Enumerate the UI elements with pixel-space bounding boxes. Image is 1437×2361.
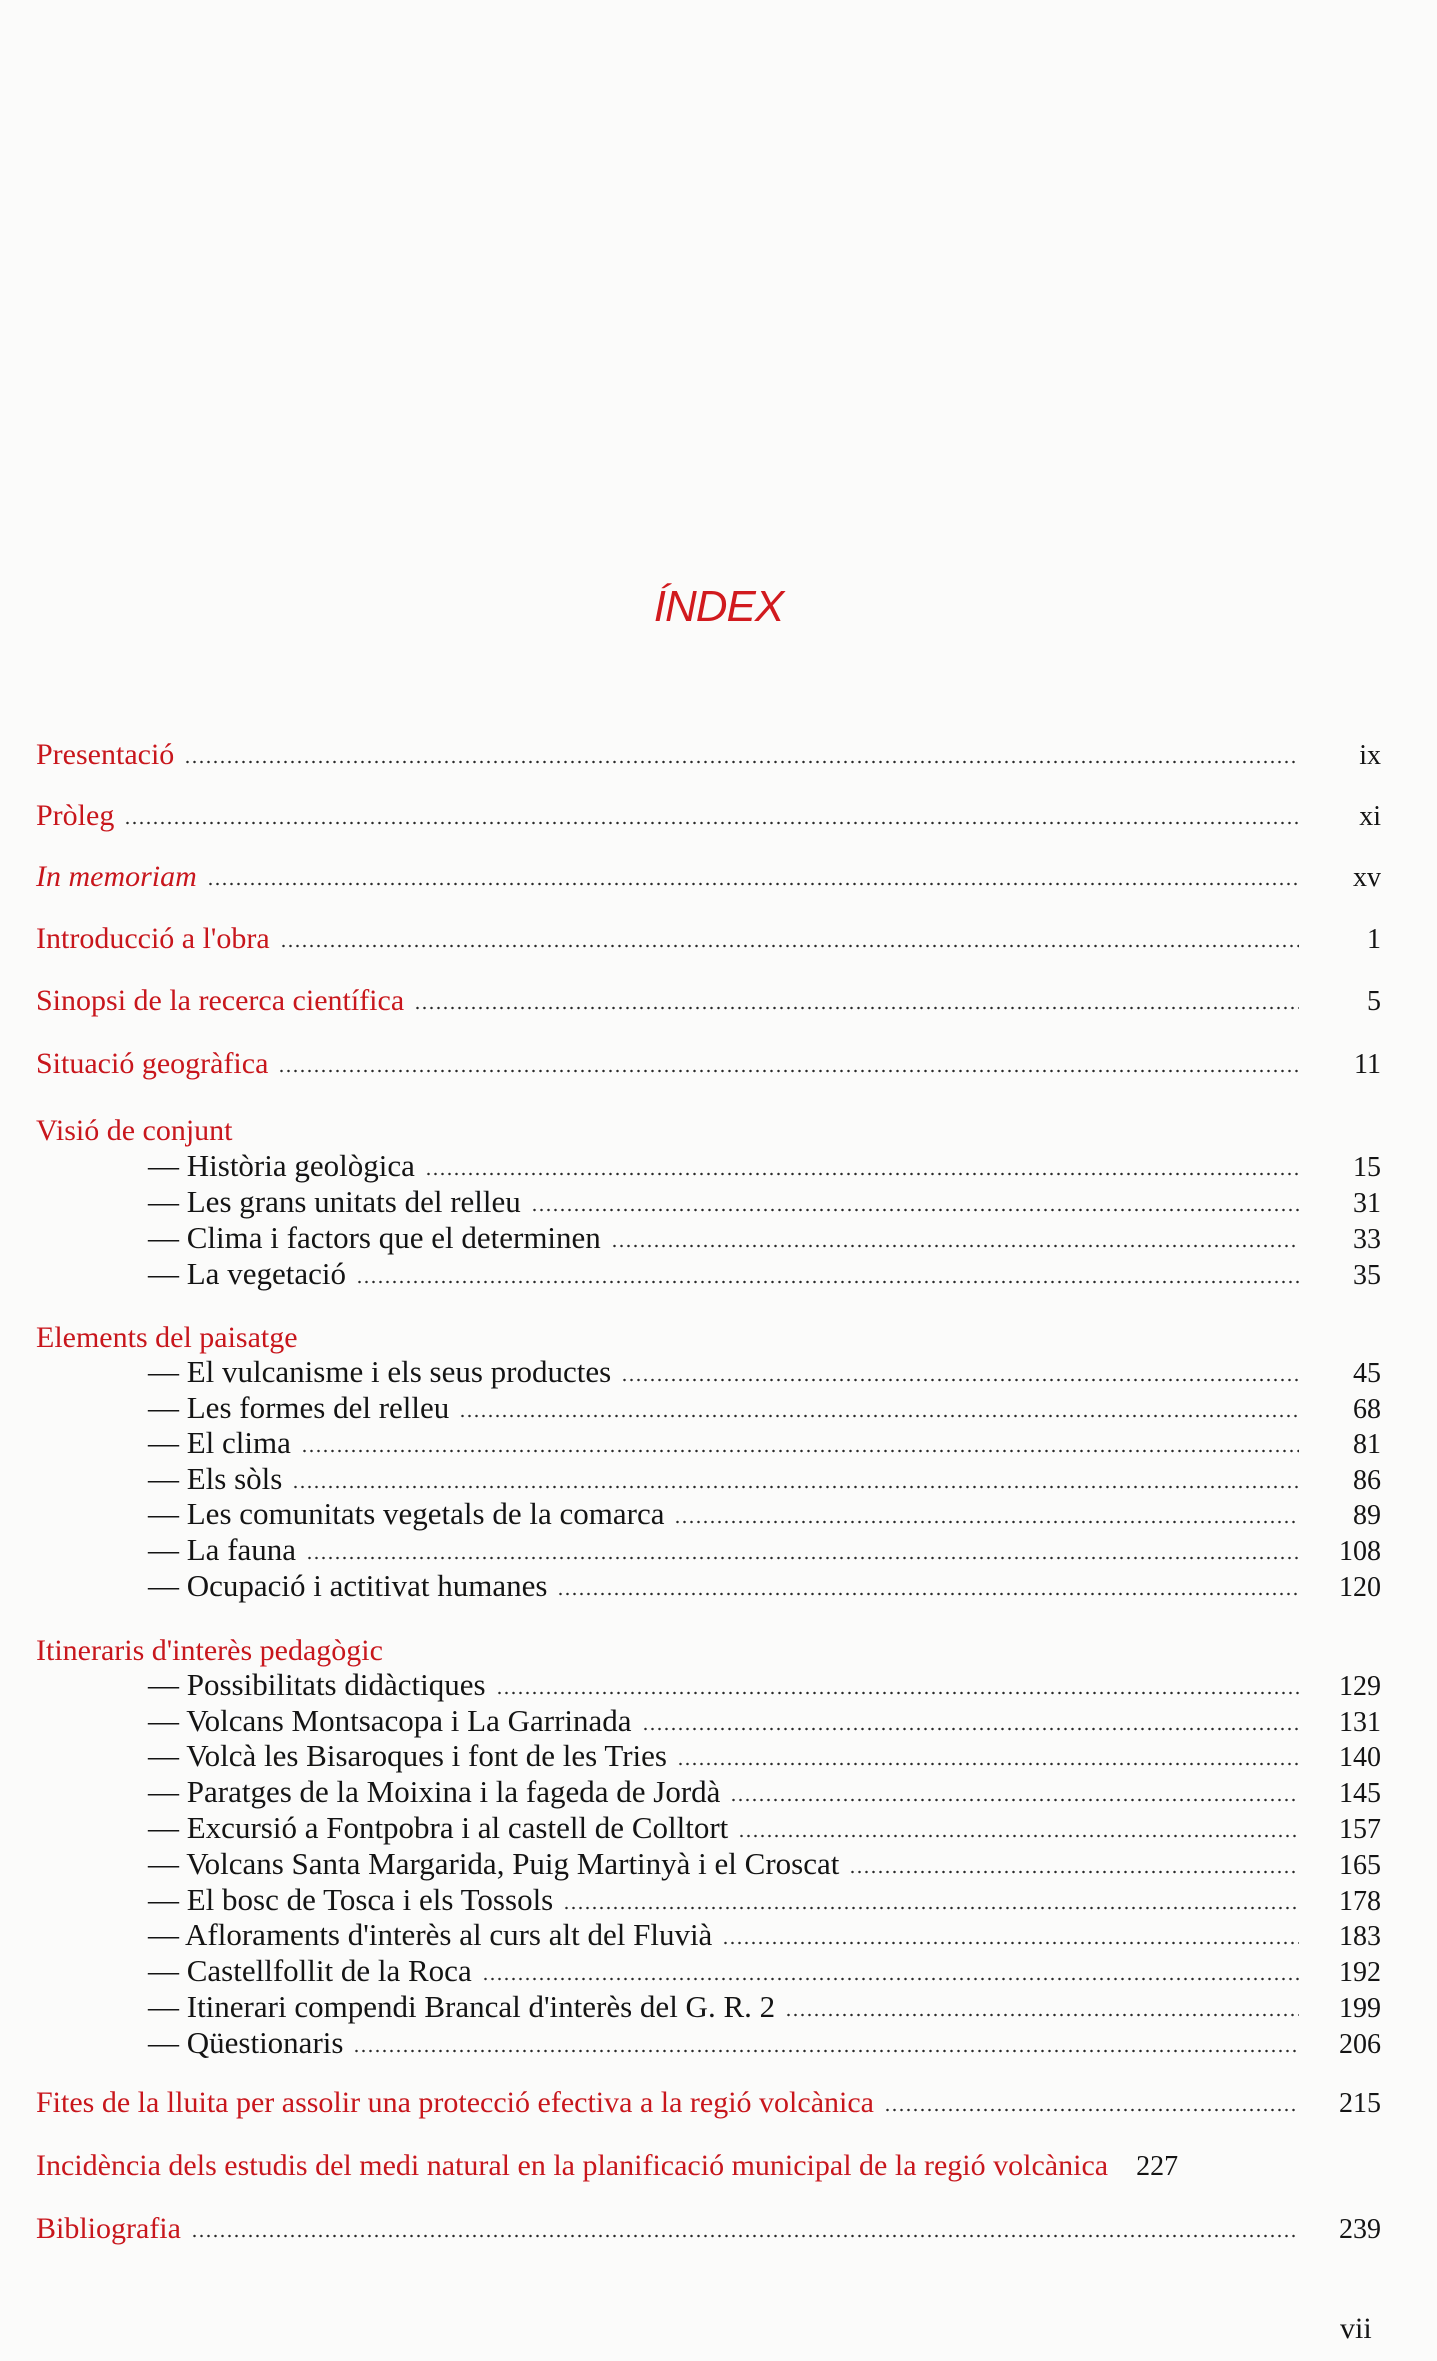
dot-leader xyxy=(642,1727,1299,1731)
toc-entry-sinopsi[interactable] xyxy=(36,978,1381,1018)
toc-label: — Ocupació i actitivat humanes xyxy=(148,1568,548,1603)
toc-page: 68 xyxy=(1353,1394,1381,1425)
dot-leader xyxy=(184,760,1299,764)
toc-page: 89 xyxy=(1353,1500,1381,1531)
toc-label: — Volcans Santa Margarida, Puig Martinyà i el Croscat xyxy=(148,1846,840,1881)
toc-label: — Clima i factors que el determinen xyxy=(148,1220,601,1255)
toc-page: 227 xyxy=(1136,2151,1179,2182)
toc-label: — Història geològica xyxy=(148,1148,415,1183)
toc-section-heading-elements[interactable] xyxy=(36,1315,1381,1355)
toc-subentry[interactable] xyxy=(36,1252,1381,1292)
toc-section-label: Itineraris d'interès pedagògic xyxy=(36,1634,383,1667)
toc-entry-proleg[interactable] xyxy=(36,793,1381,833)
dot-leader xyxy=(674,1520,1299,1524)
toc-subentry[interactable] xyxy=(36,1144,1381,1184)
toc-label: — Volcans Montsacopa i La Garrinada xyxy=(148,1703,632,1738)
toc-label: — El clima xyxy=(148,1425,291,1460)
dot-leader xyxy=(730,1798,1299,1802)
toc-entry-incidencia[interactable] xyxy=(36,2143,1381,2183)
toc-section-heading-visio[interactable] xyxy=(36,1108,1381,1148)
toc-page: 15 xyxy=(1353,1152,1381,1183)
toc-label: — Volcà les Bisaroques i font de les Tries xyxy=(148,1738,667,1773)
toc-page: 45 xyxy=(1353,1358,1381,1389)
toc-subentry[interactable] xyxy=(36,1492,1381,1532)
toc-label: Bibliografia xyxy=(36,2212,181,2245)
toc-page: 11 xyxy=(1354,1049,1381,1080)
toc-subentry[interactable] xyxy=(36,1528,1381,1568)
toc-label: — Possibilitats didàctiques xyxy=(148,1667,486,1702)
toc-subentry[interactable] xyxy=(36,1985,1381,2025)
page-number: vii xyxy=(1340,2312,1372,2345)
toc-entry-presentacio[interactable] xyxy=(36,732,1381,772)
dot-leader xyxy=(884,2108,1299,2112)
toc-subentry[interactable] xyxy=(36,1734,1381,1774)
dot-leader xyxy=(677,1762,1299,1766)
dot-leader xyxy=(280,944,1299,948)
toc-page: 108 xyxy=(1339,1536,1381,1567)
toc-subentry[interactable] xyxy=(36,1913,1381,1953)
toc-entry-bibliografia[interactable] xyxy=(36,2206,1381,2246)
dot-leader xyxy=(611,1244,1299,1248)
toc-section-label: Elements del paisatge xyxy=(36,1321,298,1354)
toc-label: — El vulcanisme i els seus productes xyxy=(148,1354,612,1389)
toc-subentry[interactable] xyxy=(36,1806,1381,1846)
toc-page: 5 xyxy=(1367,986,1381,1017)
dot-leader xyxy=(722,1941,1299,1945)
toc-label: — Itinerari compendi Brancal d'interès del G. R. 2 xyxy=(148,1989,776,2024)
dot-leader xyxy=(425,1172,1299,1176)
page-title: ÍNDEX xyxy=(653,582,784,631)
toc-subentry[interactable] xyxy=(36,1386,1381,1426)
toc-page: 145 xyxy=(1339,1778,1381,1809)
toc-section-label: Visió de conjunt xyxy=(36,1114,233,1147)
dot-leader xyxy=(278,1069,1299,1073)
toc-label: — Afloraments d'interès al curs alt del Fluvià xyxy=(148,1917,713,1952)
toc-label: Pròleg xyxy=(36,799,115,832)
toc-subentry[interactable] xyxy=(36,1878,1381,1918)
toc-subentry[interactable] xyxy=(36,1216,1381,1256)
toc-page: xv xyxy=(1353,862,1381,893)
dot-leader xyxy=(414,1006,1299,1010)
toc-label: — Paratges de la Moixina i la fageda de Jordà xyxy=(148,1774,721,1809)
toc-label: — El bosc de Tosca i els Tossols xyxy=(148,1882,554,1917)
toc-label: — La fauna xyxy=(148,1532,297,1567)
toc-page: 206 xyxy=(1339,2029,1381,2060)
toc-subentry[interactable] xyxy=(36,1842,1381,1882)
toc-entry-introduccio[interactable] xyxy=(36,916,1381,956)
toc-page: 131 xyxy=(1339,1707,1381,1738)
toc-page: 86 xyxy=(1353,1465,1381,1496)
dot-leader xyxy=(124,821,1299,825)
toc-subentry[interactable] xyxy=(36,1699,1381,1739)
toc-page: 120 xyxy=(1339,1572,1381,1603)
toc-page: 1 xyxy=(1367,924,1381,955)
dot-leader xyxy=(621,1378,1299,1382)
toc-page: 199 xyxy=(1339,1993,1381,2024)
dot-leader xyxy=(292,1485,1299,1489)
toc-label: — Les formes del relleu xyxy=(148,1390,450,1425)
toc-entry-fites[interactable] xyxy=(36,2080,1381,2120)
toc-entry-situacio[interactable] xyxy=(36,1041,1381,1081)
toc-label: Presentació xyxy=(36,738,175,771)
toc-label: — Les grans unitats del relleu xyxy=(148,1184,521,1219)
toc-page: 165 xyxy=(1339,1850,1381,1881)
toc-subentry[interactable] xyxy=(36,1770,1381,1810)
dot-leader xyxy=(785,2013,1299,2017)
toc-label: In memoriam xyxy=(36,860,197,893)
dot-leader xyxy=(301,1449,1299,1453)
dot-leader xyxy=(459,1414,1299,1418)
dot-leader xyxy=(557,1592,1299,1596)
toc-label: Fites de la lluita per assolir una protecció efectiva a la regió volcànica xyxy=(36,2086,874,2119)
toc-label: Incidència dels estudis del medi natural en la planificació municipal de la regió volcànica xyxy=(36,2149,1109,2182)
dot-leader xyxy=(531,1208,1299,1212)
dot-leader xyxy=(353,2049,1299,2053)
toc-page: 192 xyxy=(1339,1957,1381,1988)
dot-leader xyxy=(849,1870,1299,1874)
toc-subentry[interactable] xyxy=(36,1457,1381,1497)
toc-label: — Qüestionaris xyxy=(148,2025,344,2060)
toc-label: Sinopsi de la recerca científica xyxy=(36,984,405,1017)
toc-subentry[interactable] xyxy=(36,1564,1381,1604)
toc-label: — Castellfollit de la Roca xyxy=(148,1953,472,1988)
toc-label: — Excursió a Fontpobra i al castell de Colltort xyxy=(148,1810,729,1845)
toc-page: 31 xyxy=(1353,1188,1381,1219)
toc-label: Introducció a l'obra xyxy=(36,922,270,955)
toc-page: 35 xyxy=(1353,1260,1381,1291)
dot-leader xyxy=(563,1906,1299,1910)
toc-label: — La vegetació xyxy=(148,1256,346,1291)
toc-subentry[interactable] xyxy=(36,1421,1381,1461)
dot-leader xyxy=(496,1691,1299,1695)
toc-page: 157 xyxy=(1339,1814,1381,1845)
dot-leader xyxy=(306,1556,1299,1560)
toc-page: 140 xyxy=(1339,1742,1381,1773)
dot-leader xyxy=(356,1280,1299,1284)
toc-section-heading-itineraris[interactable] xyxy=(36,1628,1381,1668)
toc-label: — Les comunitats vegetals de la comarca xyxy=(148,1496,665,1531)
toc-subentry[interactable] xyxy=(36,1663,1381,1703)
toc-page: 215 xyxy=(1339,2088,1381,2119)
dot-leader xyxy=(207,882,1299,886)
toc-subentry[interactable] xyxy=(36,1180,1381,1220)
toc-subentry[interactable] xyxy=(36,2021,1381,2061)
toc-label: Situació geogràfica xyxy=(36,1047,269,1080)
toc-page: ix xyxy=(1359,740,1381,771)
toc-subentry[interactable] xyxy=(36,1350,1381,1390)
toc-page: 239 xyxy=(1339,2214,1381,2245)
toc-page: 178 xyxy=(1339,1886,1381,1917)
dot-leader xyxy=(191,2234,1299,2238)
toc-subentry[interactable] xyxy=(36,1949,1381,1989)
toc-entry-in-memoriam[interactable] xyxy=(36,854,1381,894)
toc-page: 33 xyxy=(1353,1224,1381,1255)
toc-page: 81 xyxy=(1353,1429,1381,1460)
toc-label: — Els sòls xyxy=(148,1461,283,1496)
toc-page: 129 xyxy=(1339,1671,1381,1702)
dot-leader xyxy=(738,1834,1299,1838)
dot-leader xyxy=(482,1977,1299,1981)
toc-page: xi xyxy=(1359,801,1381,832)
toc-page: 183 xyxy=(1339,1921,1381,1952)
